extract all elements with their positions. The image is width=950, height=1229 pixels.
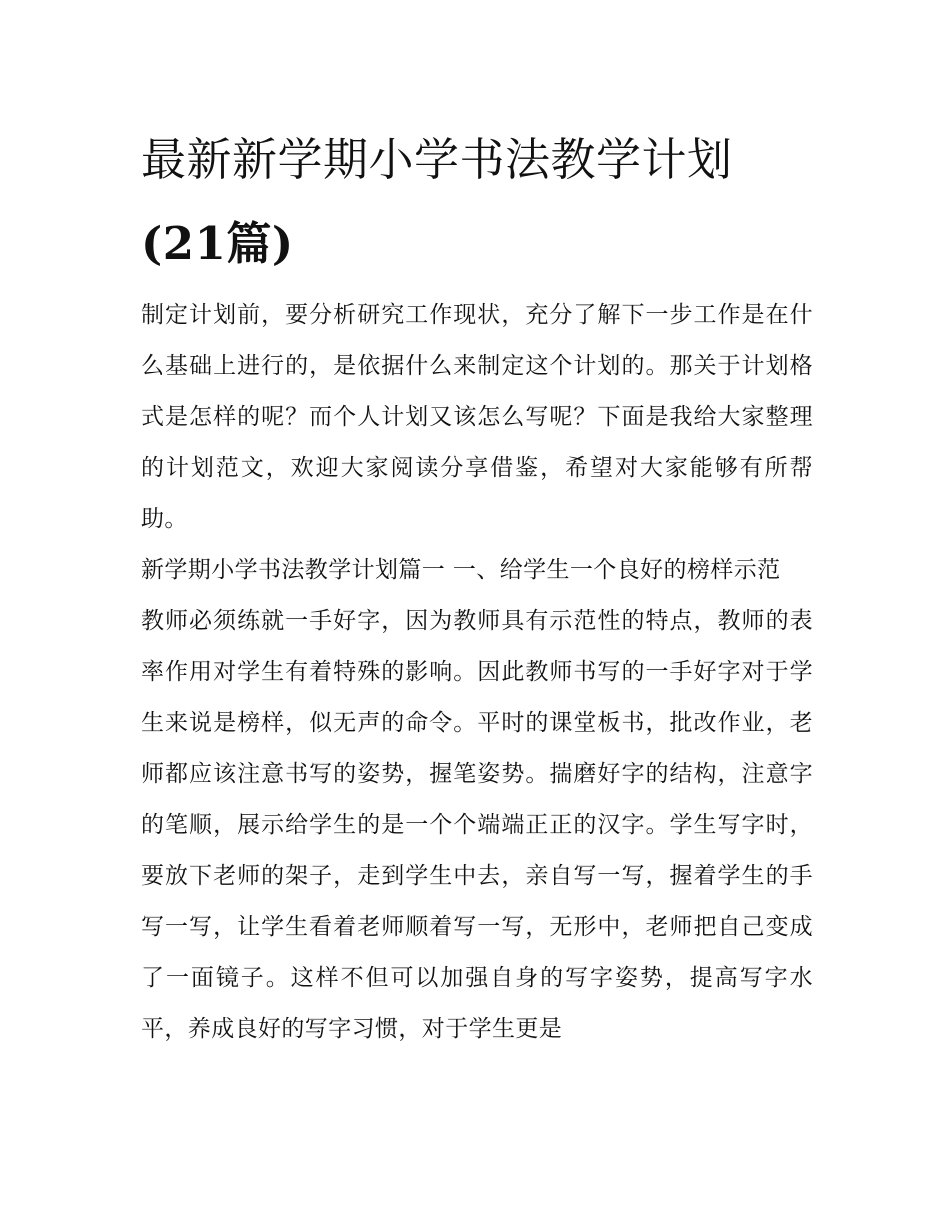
title-suffix: (21篇): [141, 217, 294, 270]
document-content: [141, 118, 813, 1055]
section-heading: 新学期小学书法教学计划篇一 一、给学生一个良好的榜样示范: [141, 557, 781, 583]
title-main: 最新新学期小学书法教学计划: [141, 133, 733, 186]
body-paragraph: 教师必须练就一手好字，因为教师具有示范性的特点，教师的表率作用对学生有着特殊的影响。因此教师书写的一手好字对于学生来说是榜样，似无声的命令。平时的课堂板书，批改作业，老师都应该注意书写的姿势，握笔姿势。揣磨好字的结构，注意字的笔顺，展示给学生的是一个个端端正正的汉字。学生写字时，要放下老师的架子，走到学生中去，亲自写一写，握着学生的手写一写，让学生看着老师顺着写一写，无形中，老师把自己变成了一面镜子。这样不但可以加强自身的写字姿势，提高写字水平，养成良好的写字习惯，对于学生更是: [141, 608, 813, 1042]
document-title: [141, 118, 813, 286]
intro-paragraph: 制定计划前，要分析研究工作现状，充分了解下一步工作是在什么基础上进行的，是依据什么来制定这个计划的。那关于计划格式是怎样的呢？而个人计划又该怎么写呢？下面是我给大家整理的计划范文，欢迎大家阅读分享借鉴，希望对大家能够有所帮助。: [141, 302, 813, 532]
